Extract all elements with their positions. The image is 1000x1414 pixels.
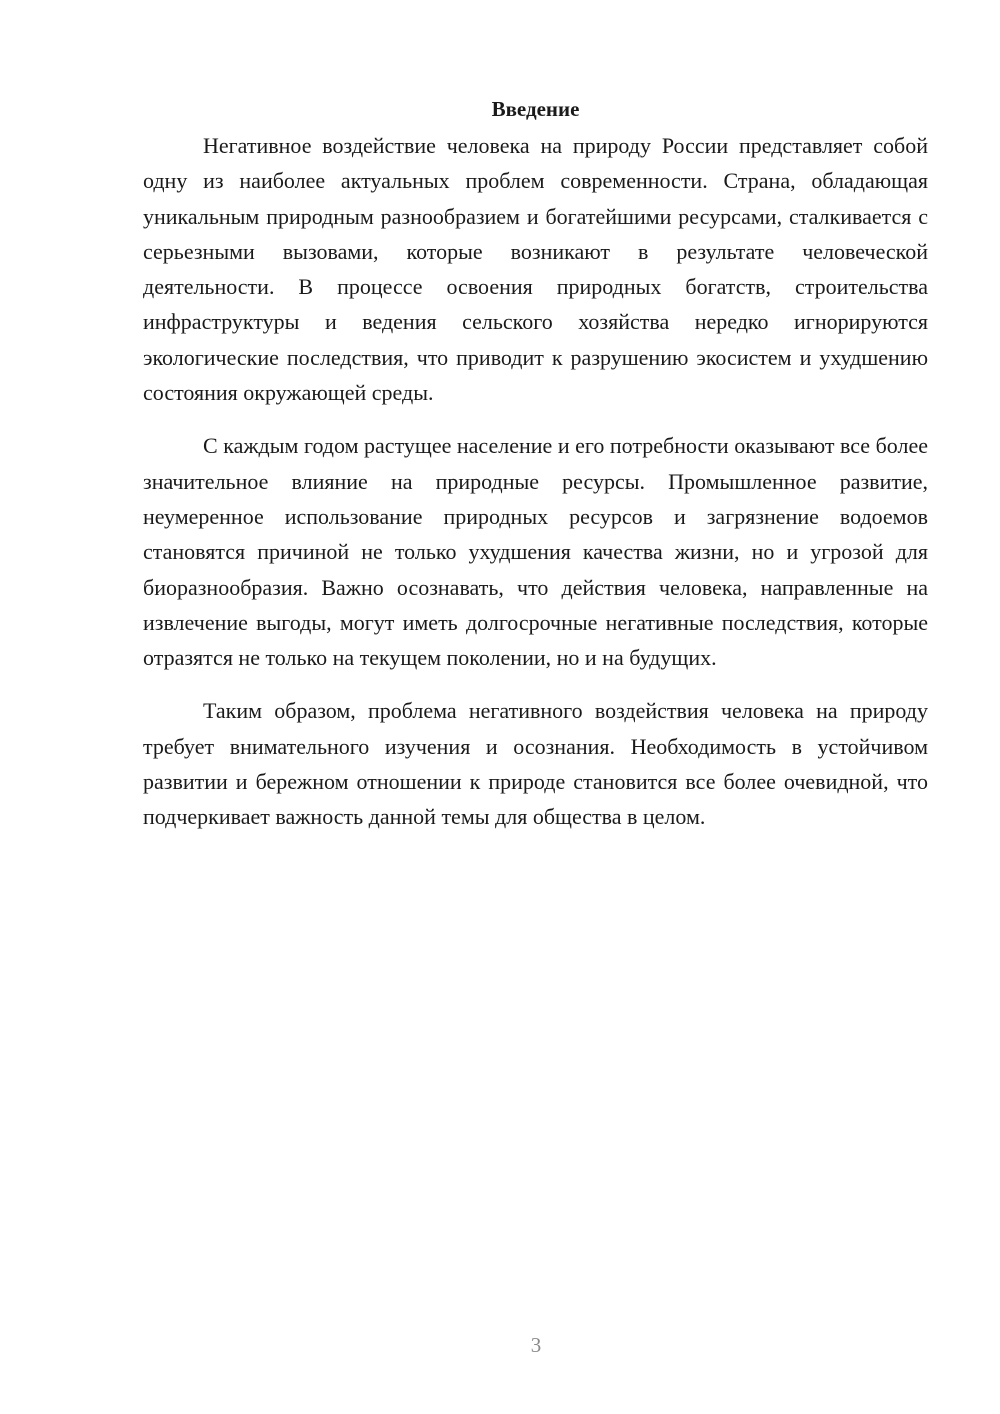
section-heading: Введение bbox=[491, 97, 580, 121]
paragraph-2: С каждым годом растущее население и его потребности оказывают все более значительное влияние на природные ресурсы. Промышленное развитие, неумеренное использование природных ресурсов и загрязнение водоемов становятся причиной не только ухудшения качества жизни, но и угрозой для биоразнообразия. Важно осознавать, что действия человека, направленные на извлечение выгоды, могут иметь долгосрочные негативные последствия, которые отразятся не только на текущем поколении, но и на будущих. bbox=[143, 433, 928, 671]
page-number: 3 bbox=[530, 1333, 542, 1357]
paragraph-3: Таким образом, проблема негативного воздействия человека на природу требует внимательного изучения и осознания. Необходимость в устойчивом развитии и бережном отношении к природе становится все более очевидной, что подчеркивает важность данной темы для общества в целом. bbox=[143, 698, 928, 830]
paragraph-1: Негативное воздействие человека на природу России представляет собой одну из наиболее актуальных проблем современности. Страна, обладающая уникальным природным разнообразием и богатейшими ресурсами, сталкивается с серьезными вызовами, которые возникают в результате человеческой деятельности. В процессе освоения природных богатств, строительства инфраструктуры и ведения сельского хозяйства нередко игнорируются экологические последствия, что приводит к разрушению экосистем и ухудшению состояния окружающей среды. bbox=[143, 133, 928, 406]
page-content bbox=[143, 92, 928, 853]
